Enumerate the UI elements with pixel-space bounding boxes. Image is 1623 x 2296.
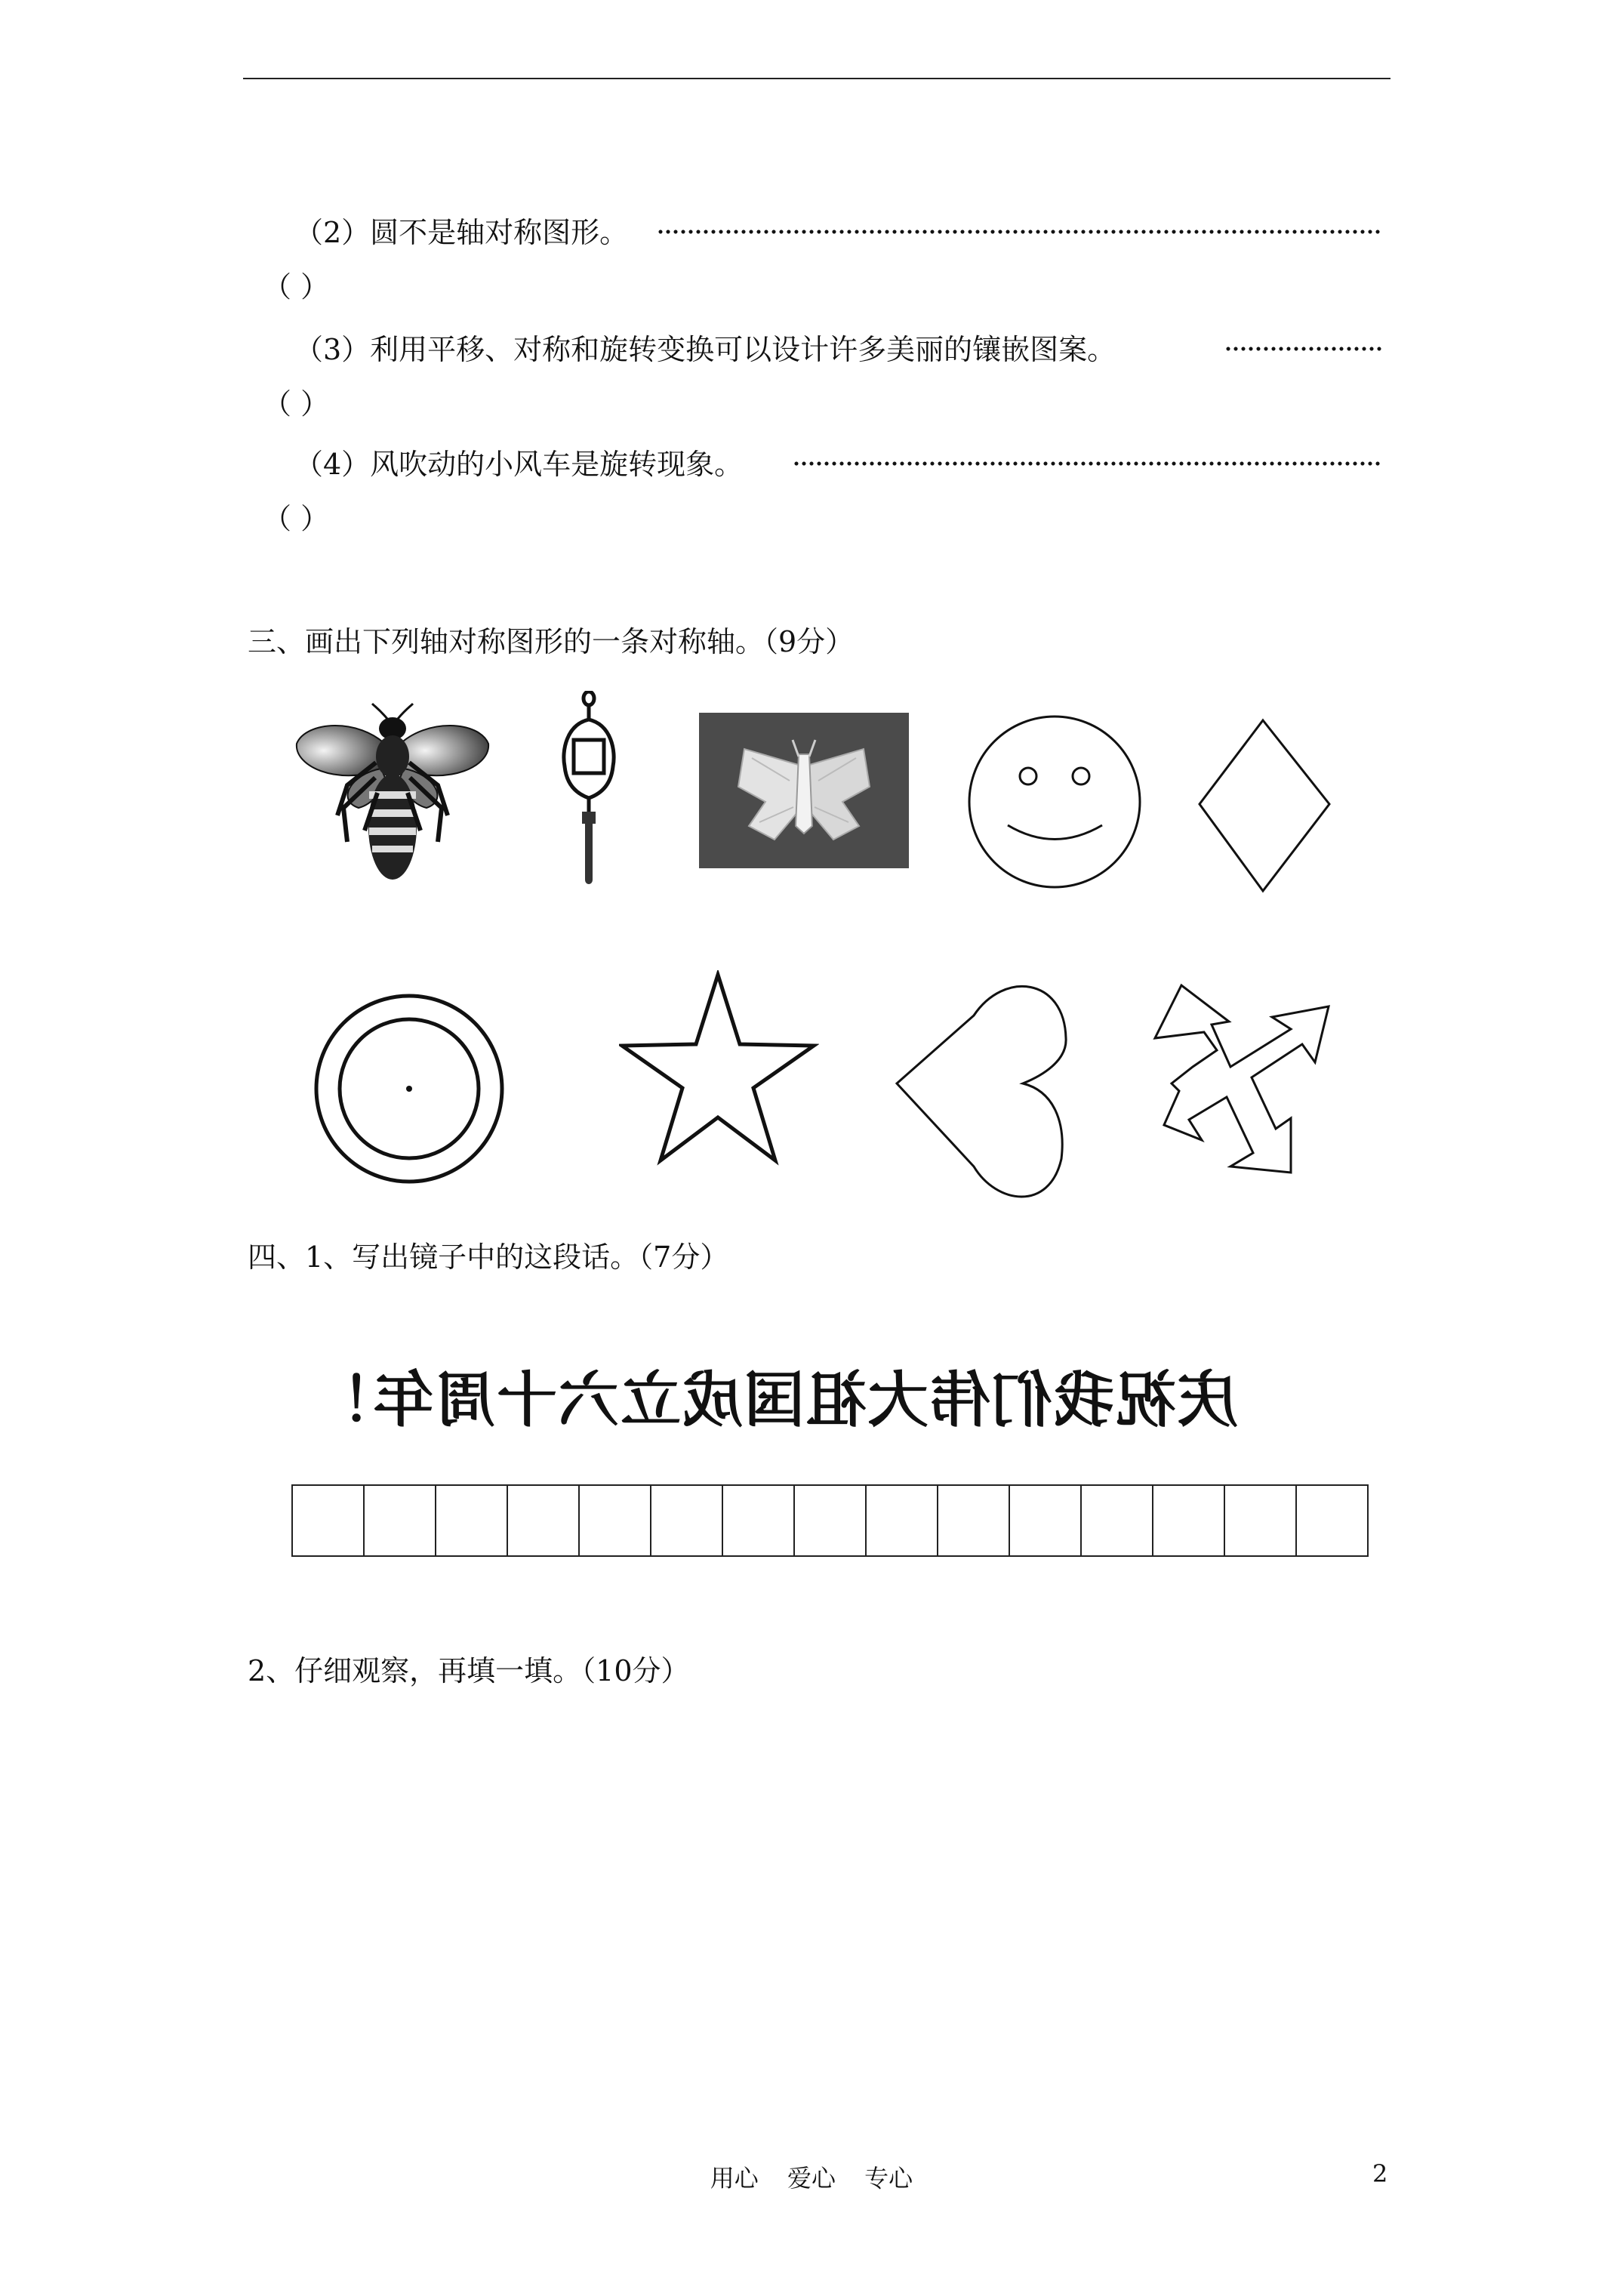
rhombus-icon	[1196, 717, 1332, 895]
footer-item: 专心	[864, 2164, 913, 2193]
heart-icon	[891, 970, 1072, 1212]
answer-box[interactable]	[363, 1484, 436, 1557]
answer-box[interactable]	[1152, 1484, 1225, 1557]
answer-box[interactable]	[937, 1484, 1010, 1557]
answer-box[interactable]	[793, 1484, 867, 1557]
leader-dots	[793, 461, 1383, 466]
section4-q1: 四、1、写出镜子中的这段话。（7分）	[248, 1240, 729, 1274]
bee-icon	[291, 702, 494, 883]
smiley-face-icon	[966, 713, 1144, 891]
concentric-circles-icon	[313, 993, 506, 1185]
answer-blank[interactable]: （ ）	[263, 387, 330, 421]
star-icon	[619, 970, 819, 1166]
section4-q2: 2、仔细观察，再填一填。（10分）	[248, 1654, 690, 1687]
page-number: 2	[1372, 2159, 1388, 2188]
arrows-icon	[1147, 978, 1336, 1178]
footer-item: 爱心	[787, 2164, 836, 2193]
answer-box[interactable]	[578, 1484, 651, 1557]
answer-box[interactable]	[722, 1484, 795, 1557]
answer-box[interactable]	[435, 1484, 508, 1557]
answer-boxes	[291, 1484, 1369, 1557]
answer-box[interactable]	[1295, 1484, 1369, 1557]
header-rule	[243, 78, 1390, 79]
section3-title: 三、画出下列轴对称图形的一条对称轴。（9分）	[248, 625, 855, 658]
answer-box[interactable]	[650, 1484, 723, 1557]
answer-blank[interactable]: （ ）	[263, 270, 330, 304]
mirrored-sentence: 庆祝我们伟大祖国成立六十周年！	[310, 1365, 1238, 1435]
answer-box[interactable]	[865, 1484, 938, 1557]
statement-3: （3）利用平移、对称和旋转变换可以设计许多美丽的镶嵌图案。	[294, 333, 1116, 366]
answer-box[interactable]	[1224, 1484, 1297, 1557]
origami-butterfly-icon	[699, 713, 909, 868]
answer-blank[interactable]: （ ）	[263, 502, 330, 535]
footer-item: 用心	[710, 2164, 759, 2193]
statement-4: （4）风吹动的小风车是旋转现象。	[294, 448, 744, 481]
answer-box[interactable]	[1080, 1484, 1153, 1557]
answer-box[interactable]	[1009, 1484, 1082, 1557]
chinese-knot-icon	[557, 691, 621, 889]
leader-dots	[1224, 347, 1383, 351]
answer-box[interactable]	[507, 1484, 580, 1557]
statement-2: （2）圆不是轴对称图形。	[294, 216, 629, 249]
leader-dots	[657, 230, 1383, 234]
answer-box[interactable]	[291, 1484, 365, 1557]
